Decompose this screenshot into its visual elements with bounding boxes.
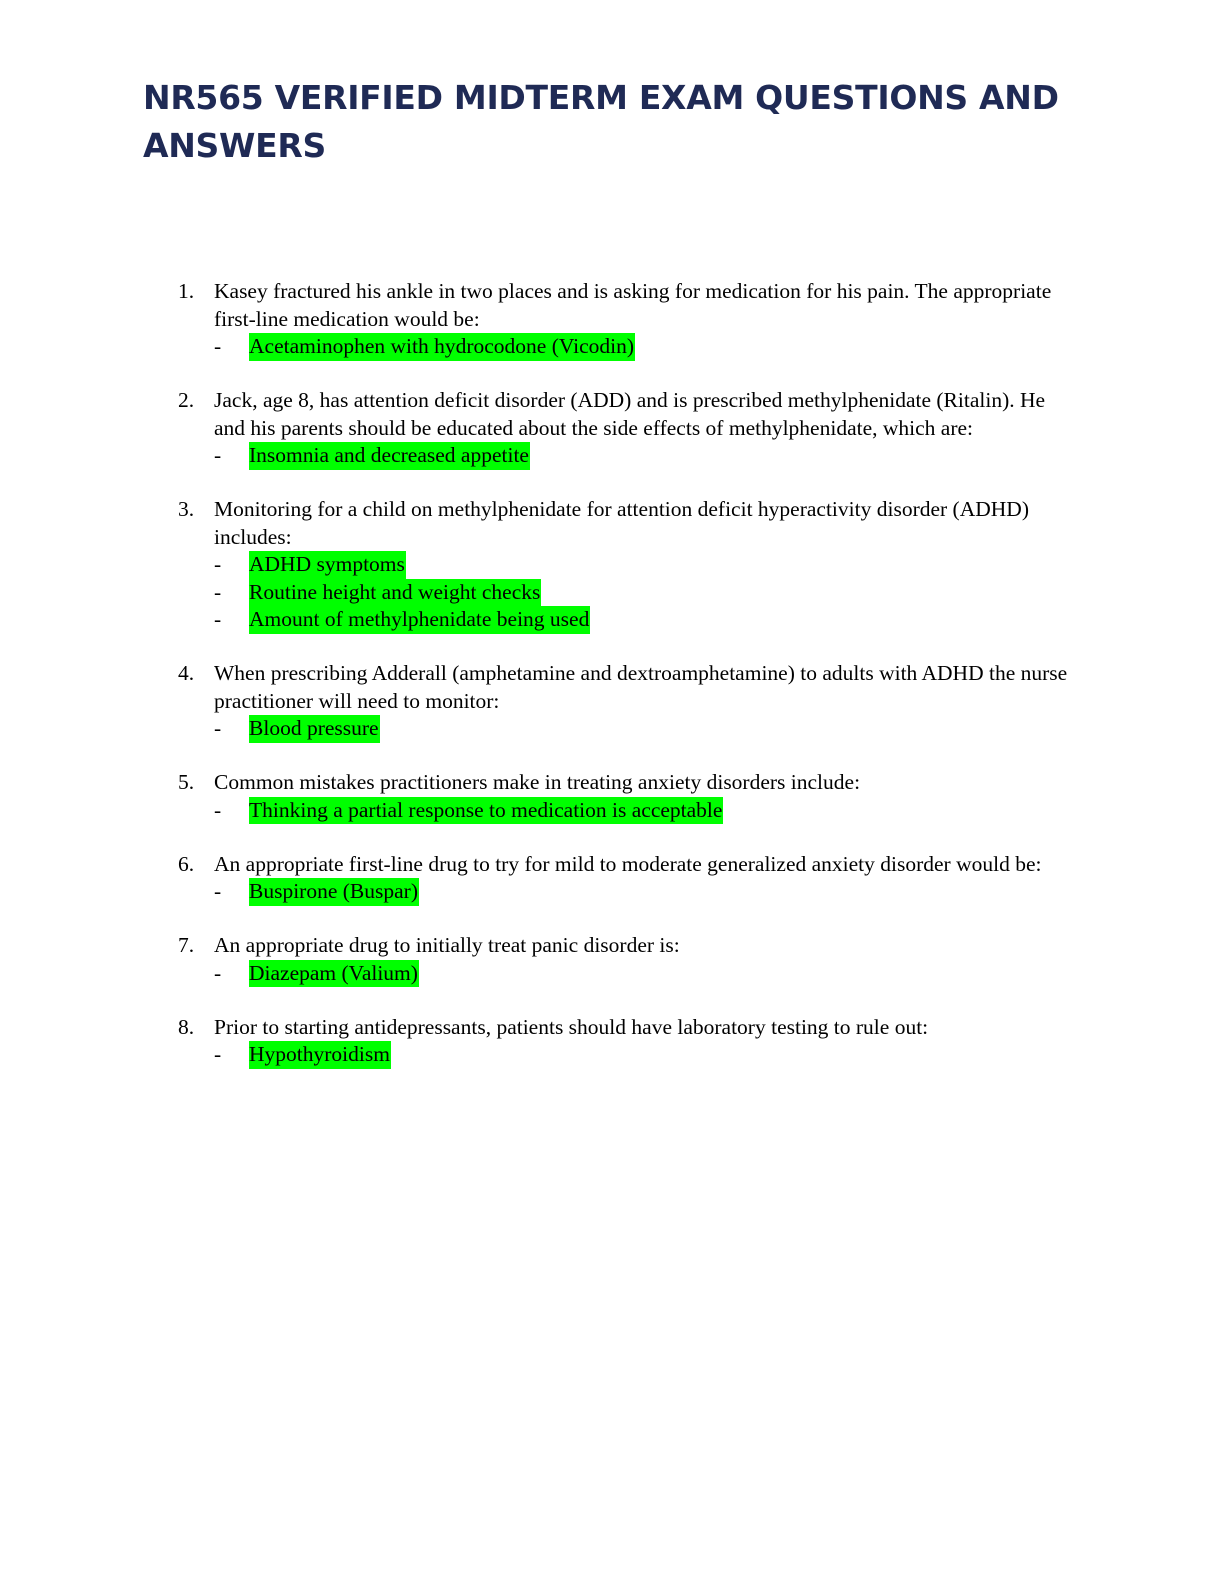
answer-list (0, 333, 1224, 361)
answer-list (0, 1041, 1224, 1069)
answer-list (0, 878, 1224, 906)
answer-item (0, 442, 1224, 470)
answer-item (0, 579, 1224, 607)
answer-dash: - (214, 443, 222, 467)
question-item (0, 496, 1224, 634)
question-text: When prescribing Adderall (amphetamine and dextroamphetamine) to adults with ADHD the nurse practitioner will need to monitor: (214, 661, 1068, 713)
question-item (0, 1014, 1224, 1069)
highlighted-answer: Acetaminophen with hydrocodone (Vicodin) (249, 333, 635, 361)
answer-dash: - (214, 607, 222, 631)
answer-item (0, 551, 1224, 579)
question-item (0, 851, 1224, 906)
answer-dash: - (214, 579, 222, 604)
answer-item (0, 797, 1224, 825)
question-number: 5. (178, 770, 195, 794)
question-item (0, 769, 1224, 824)
answer-item (0, 878, 1224, 906)
question-number: 4. (178, 661, 195, 685)
answer-dash: - (214, 879, 222, 903)
document-title: NR565 VERIFIED MIDTERM EXAM QUESTIONS AND ANSWERS (143, 78, 1059, 165)
question-number: 6. (178, 851, 195, 876)
answer-list (0, 797, 1224, 825)
question-text: Prior to starting antidepressants, patients should have laboratory testing to rule out: (214, 1014, 929, 1039)
answer-dash: - (214, 1042, 222, 1066)
answer-dash: - (214, 552, 222, 576)
highlighted-answer: Thinking a partial response to medication is acceptable (249, 797, 723, 825)
question-text: Kasey fractured his ankle in two places and is asking for medication for his pain. The appropriate first-line medication would be: (214, 279, 1052, 331)
answer-item (0, 715, 1224, 743)
answer-item (0, 333, 1224, 361)
question-number: 8. (178, 1014, 195, 1039)
highlighted-answer: Buspirone (Buspar) (249, 878, 419, 906)
answer-item (0, 606, 1224, 634)
question-number: 1. (178, 279, 195, 303)
highlighted-answer: ADHD symptoms (249, 551, 406, 579)
answer-dash: - (214, 716, 222, 740)
answer-dash: - (214, 797, 222, 822)
answer-list (0, 960, 1224, 988)
question-number: 3. (178, 497, 195, 521)
answer-item (0, 960, 1224, 988)
question-item (0, 660, 1224, 743)
question-item (0, 932, 1224, 987)
answer-dash: - (214, 960, 222, 985)
answer-dash: - (214, 334, 222, 358)
answer-list (0, 715, 1224, 743)
answer-list (0, 551, 1224, 634)
question-text: An appropriate drug to initially treat panic disorder is: (214, 933, 680, 957)
highlighted-answer: Routine height and weight checks (249, 579, 541, 607)
question-number: 2. (178, 388, 195, 412)
question-text: An appropriate first-line drug to try for mild to moderate generalized anxiety disorder would be: (214, 851, 1042, 876)
highlighted-answer: Diazepam (Valium) (249, 960, 419, 988)
question-text: Jack, age 8, has attention deficit disorder (ADD) and is prescribed methylphenidate (Ritalin). He and his parents should be educated about the side effects of methylphenidate, which are: (214, 388, 1046, 440)
question-item (0, 387, 1224, 470)
highlighted-answer: Amount of methylphenidate being used (249, 606, 590, 634)
highlighted-answer: Hypothyroidism (249, 1041, 391, 1069)
question-list (0, 278, 1224, 1095)
answer-list (0, 442, 1224, 470)
highlighted-answer: Insomnia and decreased appetite (249, 442, 530, 470)
question-text: Common mistakes practitioners make in treating anxiety disorders include: (214, 770, 861, 794)
answer-item (0, 1041, 1224, 1069)
highlighted-answer: Blood pressure (249, 715, 380, 743)
question-item (0, 278, 1224, 361)
question-number: 7. (178, 933, 195, 957)
question-text: Monitoring for a child on methylphenidate for attention deficit hyperactivity disorder (ADHD) includes: (214, 497, 1029, 549)
